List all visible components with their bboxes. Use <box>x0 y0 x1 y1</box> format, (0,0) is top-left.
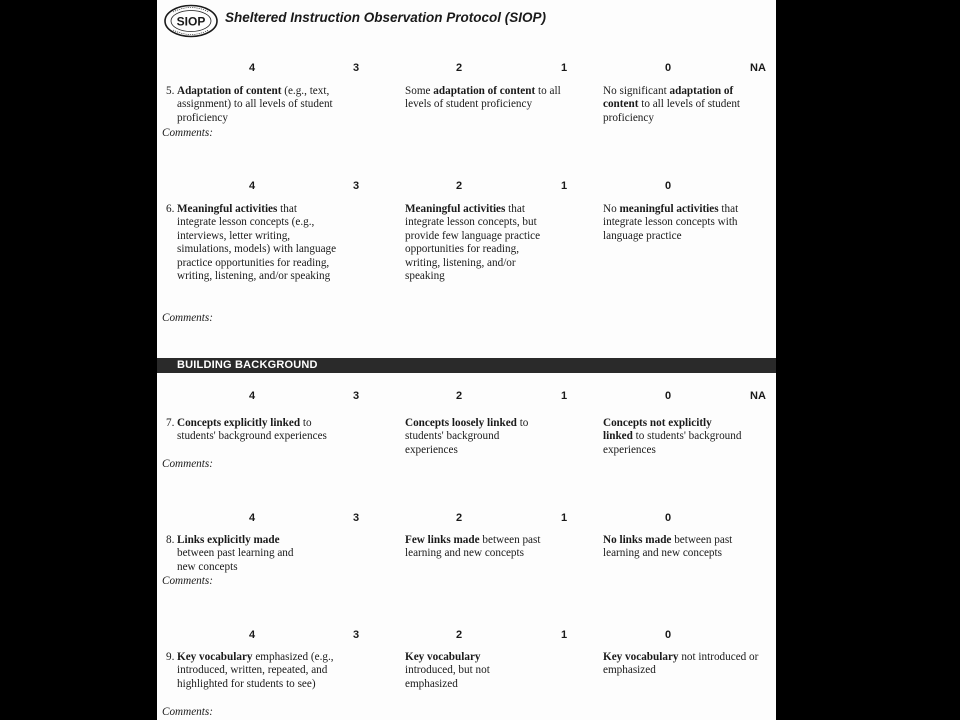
criterion-text: to all levels of student proficiency <box>405 85 561 111</box>
criterion-text: that integrate lesson concepts with language practice <box>603 203 739 242</box>
section-header-building-background <box>157 358 776 373</box>
item-criterion-2 <box>405 534 545 561</box>
criterion-keyword: Key vocabulary <box>603 651 679 663</box>
item-criterion-0 <box>603 85 753 125</box>
item-number: 7. <box>166 417 175 429</box>
item-criterion-4 <box>166 85 337 125</box>
score-4: 4 <box>249 62 256 74</box>
score-4: 4 <box>249 180 256 192</box>
item-criterion-2 <box>405 85 561 112</box>
criterion-text: to all levels of student proficiency <box>603 98 741 124</box>
item-criterion-4 <box>166 651 337 691</box>
criterion-text: to students' background experiences <box>177 417 327 443</box>
criterion-text: to students' background experiences <box>603 430 742 456</box>
criterion-keyword: Concepts loosely linked <box>405 417 517 429</box>
item-criterion-2 <box>405 203 549 283</box>
score-0: 0 <box>665 629 672 641</box>
item-criterion-4 <box>166 534 307 574</box>
score-na: NA <box>750 62 766 74</box>
criterion-text: No <box>603 203 620 215</box>
score-na: NA <box>750 390 766 402</box>
item-criterion-0 <box>603 534 763 561</box>
criterion-text: between past learning and new concepts <box>177 547 294 573</box>
score-1: 1 <box>561 180 568 192</box>
criterion-text: between past learning and new concepts <box>405 534 541 560</box>
criterion-text: that integrate lesson concepts, but provide few language practice opportunities for reading, writing, listening, and/or speaking <box>405 203 541 283</box>
svg-text:SIOP: SIOP <box>176 14 206 29</box>
section-title: BUILDING BACKGROUND <box>177 359 318 371</box>
item-criterion-2 <box>405 417 545 457</box>
criterion-text: between past learning and new concepts <box>603 534 733 560</box>
score-4: 4 <box>249 512 256 524</box>
criterion-text: (e.g., text, assignment) to all levels of student proficiency <box>177 85 333 124</box>
score-4: 4 <box>249 390 256 402</box>
criterion-keyword: Meaningful activities <box>177 203 278 215</box>
item-criterion-0 <box>603 203 741 243</box>
comments-label: Comments: <box>162 312 213 324</box>
criterion-keyword: Key vocabulary <box>405 651 481 663</box>
item-number: 6. <box>166 203 175 215</box>
score-1: 1 <box>561 62 568 74</box>
comments-label: Comments: <box>162 458 213 470</box>
item-number: 5. <box>166 85 175 97</box>
comments-label: Comments: <box>162 127 213 139</box>
criterion-keyword: No links made <box>603 534 672 546</box>
item-criterion-0 <box>603 651 773 678</box>
criterion-text: to students' background experiences <box>405 417 529 456</box>
item-criterion-4 <box>166 203 337 283</box>
criterion-keyword: Links explicitly made <box>177 534 280 546</box>
criterion-keyword: Few links made <box>405 534 480 546</box>
score-2: 2 <box>456 180 463 192</box>
score-1: 1 <box>561 629 568 641</box>
item-criterion-0 <box>603 417 743 457</box>
score-3: 3 <box>353 62 360 74</box>
siop-page <box>157 0 776 720</box>
score-2: 2 <box>456 390 463 402</box>
score-0: 0 <box>665 512 672 524</box>
comments-label: Comments: <box>162 706 213 718</box>
score-1: 1 <box>561 390 568 402</box>
criterion-text: that integrate lesson concepts (e.g., interviews, letter writing, simulations, models) with language practice opportunities for reading, writing, listening, and/or speaking <box>177 203 337 283</box>
comments-label: Comments: <box>162 575 213 587</box>
criterion-text: Some <box>405 85 434 97</box>
criterion-keyword: meaningful activities <box>619 203 719 215</box>
criterion-text: No significant <box>603 85 670 97</box>
criterion-keyword: Key vocabulary <box>177 651 253 663</box>
criterion-text: emphasized (e.g., introduced, written, repeated, and highlighted for students to see) <box>177 651 334 690</box>
score-4: 4 <box>249 629 256 641</box>
criterion-text: introduced, but not emphasized <box>405 664 490 690</box>
criterion-keyword: Adaptation of content <box>177 85 282 97</box>
score-2: 2 <box>456 512 463 524</box>
score-3: 3 <box>353 512 360 524</box>
item-criterion-2 <box>405 651 515 691</box>
score-2: 2 <box>456 62 463 74</box>
item-criterion-4 <box>166 417 337 444</box>
score-1: 1 <box>561 512 568 524</box>
criterion-keyword: Meaningful activities <box>405 203 506 215</box>
criterion-keyword: adaptation of content <box>603 85 734 111</box>
score-0: 0 <box>665 390 672 402</box>
score-0: 0 <box>665 180 672 192</box>
score-3: 3 <box>353 180 360 192</box>
criterion-text: not introduced or emphasized <box>603 651 759 677</box>
score-2: 2 <box>456 629 463 641</box>
item-number: 8. <box>166 534 175 546</box>
criterion-keyword: Concepts not explicitly linked <box>603 417 712 443</box>
page-title: Sheltered Instruction Observation Protocol (SIOP) <box>225 10 547 25</box>
criterion-keyword: adaptation of content <box>433 85 536 97</box>
score-0: 0 <box>665 62 672 74</box>
score-3: 3 <box>353 629 360 641</box>
siop-logo <box>163 4 219 38</box>
score-3: 3 <box>353 390 360 402</box>
item-number: 9. <box>166 651 175 663</box>
criterion-keyword: Concepts explicitly linked <box>177 417 301 429</box>
